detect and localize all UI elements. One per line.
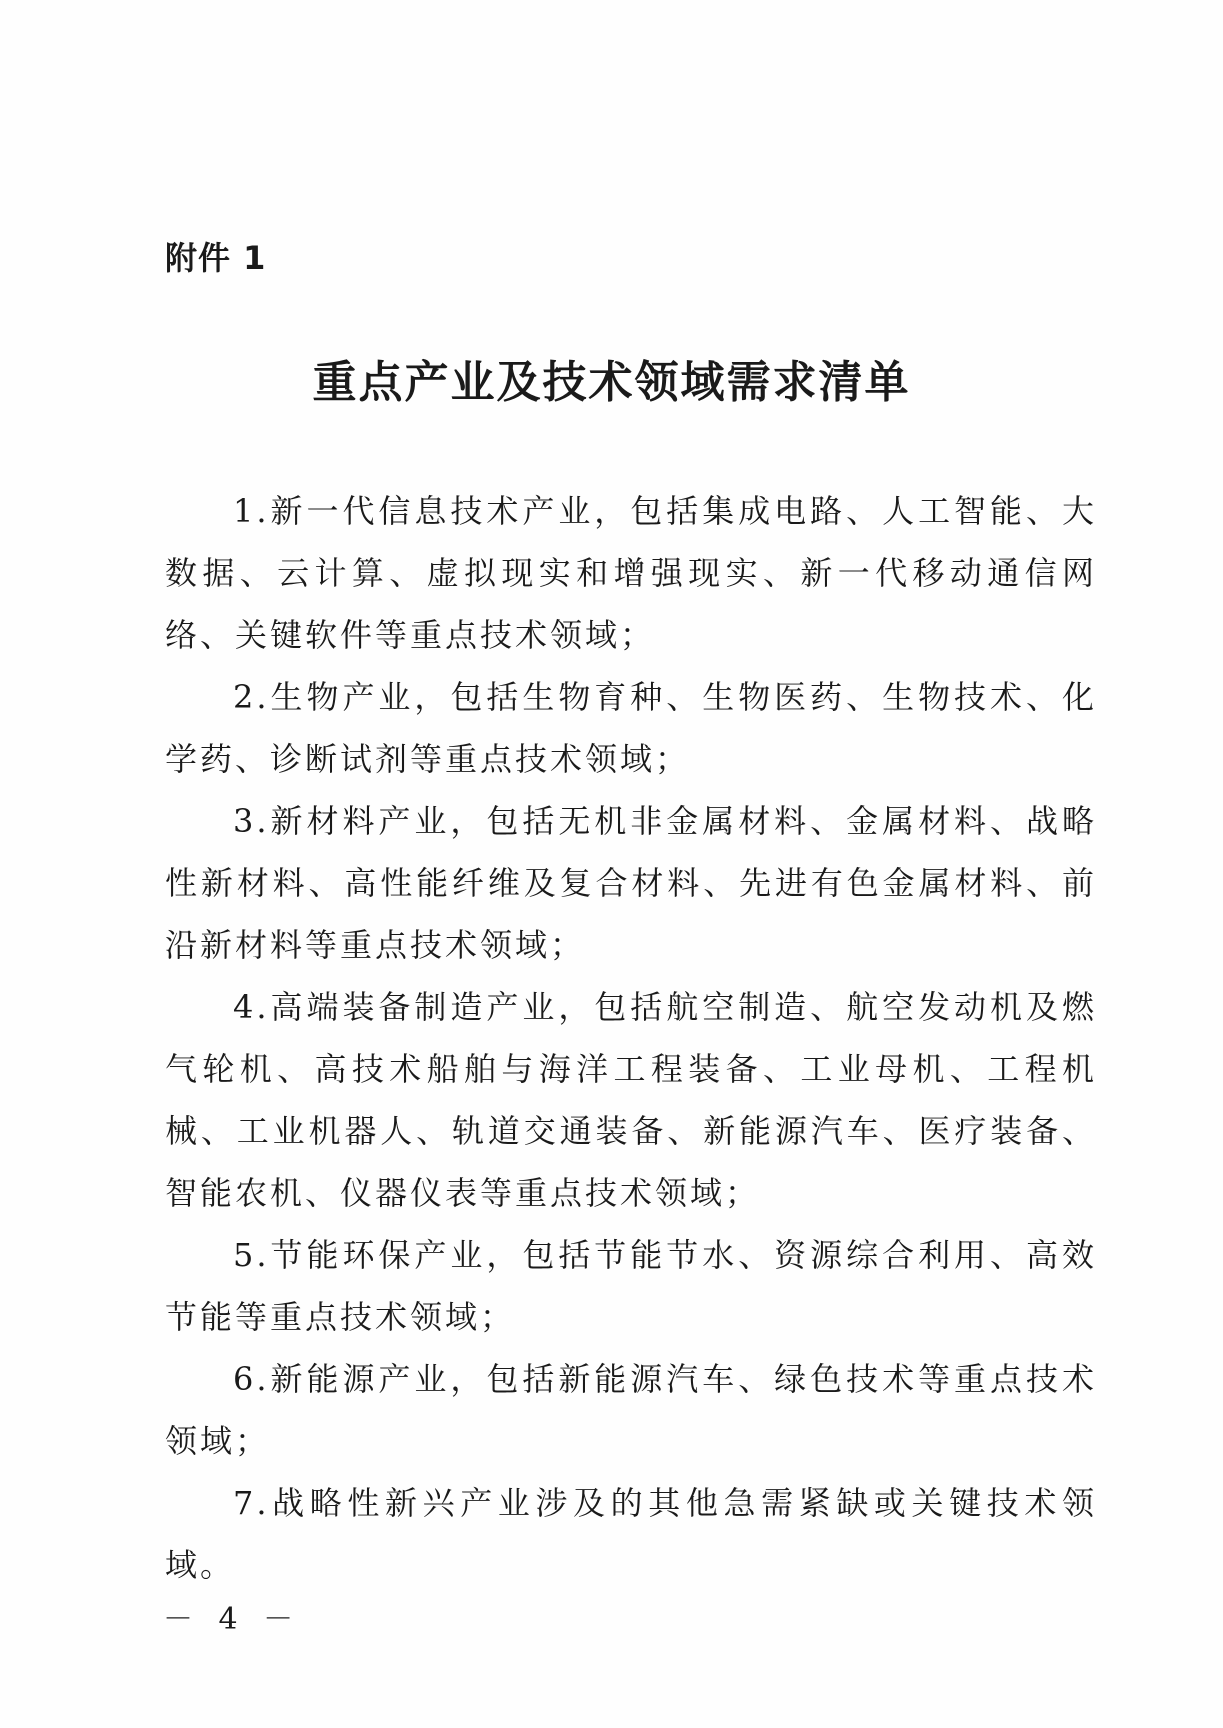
paragraph-item-1: 1.新一代信息技术产业，包括集成电路、人工智能、大数据、云计算、虚拟现实和增强现实、新一代移动通信网络、关键软件等重点技术领域；	[165, 492, 1097, 654]
paragraph-item-7: 7.战略性新兴产业涉及的其他急需紧缺或关键技术领域。	[165, 1484, 1097, 1584]
paragraph-item-6: 6.新能源产业，包括新能源汽车、绿色技术等重点技术领域；	[165, 1360, 1097, 1460]
attachment-label: 附件 1	[165, 239, 267, 277]
paragraph-item-2: 2.生物产业，包括生物育种、生物医药、生物技术、化学药、诊断试剂等重点技术领域；	[165, 678, 1097, 778]
page-number: － 4 －	[163, 1602, 302, 1637]
document-body	[165, 480, 1097, 1596]
document-title: 重点产业及技术领域需求清单	[312, 357, 911, 408]
paragraph-item-5: 5.节能环保产业，包括节能节水、资源综合利用、高效节能等重点技术领域；	[165, 1236, 1097, 1336]
paragraph-item-4: 4.高端装备制造产业，包括航空制造、航空发动机及燃气轮机、高技术船舶与海洋工程装备、工业母机、工程机械、工业机器人、轨道交通装备、新能源汽车、医疗装备、智能农机、仪器仪表等重点技术领域；	[165, 988, 1097, 1212]
paragraph-item-3: 3.新材料产业，包括无机非金属材料、金属材料、战略性新材料、高性能纤维及复合材料、先进有色金属材料、前沿新材料等重点技术领域；	[165, 802, 1097, 964]
